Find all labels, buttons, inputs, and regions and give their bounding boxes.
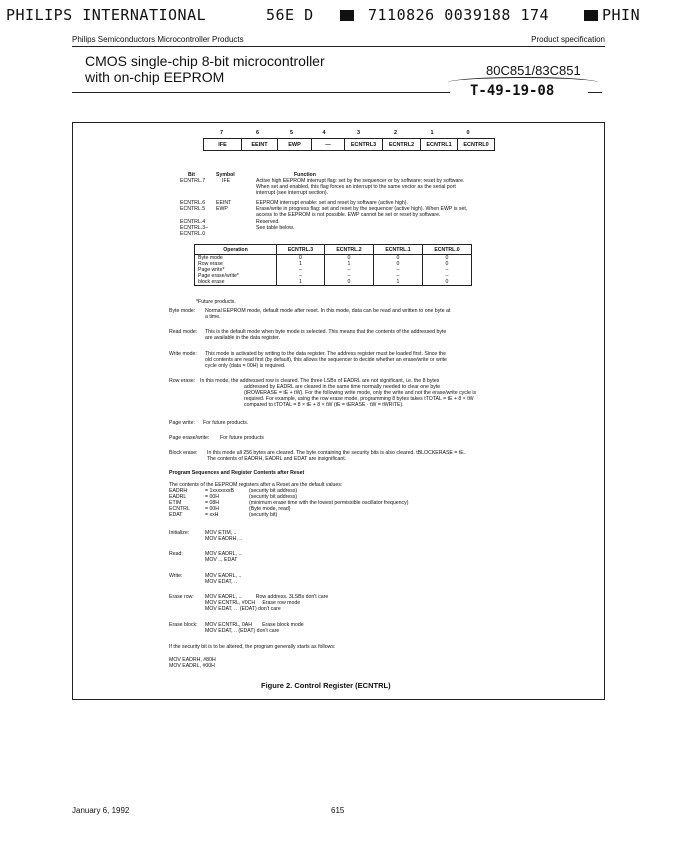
op-value: 0 [396, 261, 400, 267]
seq-label: Read: [169, 551, 183, 557]
scan-code-2: 7110826 0039188 174 [368, 6, 550, 24]
bit-function-line: See table below. [256, 225, 295, 231]
op-value: 0 [445, 261, 449, 267]
footer-date: January 6, 1992 [72, 806, 130, 815]
register-cell: ECNTRL0 [458, 139, 495, 151]
bit-symbol: EWP [216, 206, 228, 212]
op-value: 0 [299, 255, 302, 261]
op-header: Operation [195, 245, 277, 255]
seq-label: Erase block: [169, 622, 198, 628]
bit-number: 2 [393, 130, 398, 136]
reg-name: EDAT [169, 512, 183, 518]
code-sequence [169, 594, 329, 624]
op-value: – [445, 273, 449, 279]
reg-value: = 00H [205, 506, 219, 512]
bit-name: ECNTRL.7 [180, 178, 206, 184]
reg-desc: (security bit address) [249, 488, 298, 494]
register-cell: — [312, 139, 345, 151]
op-name: Page write* [198, 267, 225, 273]
reg-desc: (Byte mode, read) [249, 506, 291, 512]
op-value: 0 [396, 255, 400, 261]
mode-line: old contents are read first (by default), this allows the sequencer to decide whether an erase/write or write [205, 357, 447, 363]
code-line: MOV ECNTRL, #0CH Erase row mode [205, 600, 301, 606]
op-name: block erase [198, 279, 225, 285]
mode-line: For future products. [203, 420, 249, 426]
footnote: *Future products. [196, 299, 236, 305]
mode-line: addressed by EADRL are cleared in the same time normally needed to clear one byte [244, 384, 441, 390]
bit-col-head: Bit [188, 172, 195, 178]
code-line: MOV EADRL, .. Row address. 3LSBs don't care [205, 594, 329, 600]
mode-label: Page write: [169, 420, 195, 426]
register-bit-numbers [203, 130, 486, 136]
mode-line: compared to tTOTAL = 8 × tE + 8 × tW (tE = tERASE · tW = tWRITE). [244, 402, 404, 408]
mode-label: Page erase/write: [169, 435, 210, 441]
register-cell: EWP [278, 139, 312, 151]
symbol-col-head: Symbol [216, 172, 235, 178]
op-value: – [445, 267, 449, 273]
op-value: 1 [299, 261, 302, 267]
mode-line: Normal EEPROM mode, default mode after reset. In this mode, data can be read and written to one byte at [205, 308, 451, 314]
program-heading: Program Sequences and Register Contents after Reset [169, 470, 305, 476]
code-line: MOV EADRH, #80H [169, 657, 216, 663]
header-left: Philips Semiconductors Microcontroller Products [72, 35, 244, 44]
op-value: – [396, 267, 400, 273]
code-line: MOV ECNTRL, 0AH Erase block mode [205, 622, 304, 628]
code-line: MOV EDAT, .. [205, 579, 237, 585]
scan-code-1: 56E D [266, 6, 314, 24]
reg-desc: (security bit address) [249, 494, 298, 500]
page-number: 615 [331, 806, 345, 815]
mode-label: Block erase: [169, 450, 198, 456]
register-cell: IFE [204, 139, 242, 151]
op-header: ECNTRL.2 [325, 245, 374, 255]
op-header: ECNTRL.0 [423, 245, 472, 255]
bit-name: ECNTRL.6 [180, 200, 206, 206]
mode-line: cycle only (data = 00H) is required. [205, 363, 286, 369]
bit-function-line: access to the EEPROM is not possible. EWP cannot be set or reset by software. [256, 212, 441, 218]
bit-number: 6 [255, 130, 260, 136]
op-value: 1 [347, 261, 351, 267]
scan-block-mark-2 [584, 6, 598, 24]
mode-line: The contents of EADRH, EADRL and EDAT are insignificant. [207, 456, 347, 462]
bit-number: 3 [356, 130, 361, 136]
bit-function-line: Active high EEPROM interrupt flag: set by the sequencer or by software; reset by software. [256, 178, 465, 184]
register-cell: ECNTRL1 [421, 139, 458, 151]
mode-line: (tROWERASE = tE + tW). For the following write mode, only the write and not the erase/write cycle is [244, 390, 477, 396]
op-value: 0 [445, 279, 449, 285]
reg-value: = 1xxxxxxxB [205, 488, 234, 494]
code-line: MOV EADRL, #00H [169, 663, 215, 670]
mode-line: required. For example, using the row erase mode, programming 8 bytes takes tTOTAL = tE + 8 × tW [244, 396, 474, 402]
op-values-cell [423, 255, 472, 286]
bit-name: ECNTRL.5 [180, 206, 206, 212]
seq-label: Erase row: [169, 594, 194, 600]
register-cell: ECNTRL3 [345, 139, 383, 151]
title-rule [72, 92, 450, 93]
figure-caption: Figure 2. Control Register (ECNTRL) [261, 681, 391, 690]
seq-label: Initialize: [169, 530, 190, 536]
register-cell: EEINT [242, 139, 278, 151]
catalog-stamp: T-49-19-08 [470, 83, 555, 99]
reg-name: EADRL [169, 494, 187, 500]
bit-name: ECNTRL.0 [180, 231, 206, 237]
seq-label: Write: [169, 573, 183, 579]
header-right: Product specification [531, 35, 605, 44]
op-value: 1 [396, 279, 400, 285]
op-header: ECNTRL.3 [277, 245, 325, 255]
stamp-dash [588, 92, 602, 93]
code-line: MOV EADRL, .. [205, 573, 242, 579]
scan-code-3: PHIN [602, 6, 641, 24]
op-value: 1 [299, 279, 302, 285]
op-value: 0 [347, 279, 351, 285]
code-line: MOV .., EDAT [205, 557, 238, 563]
op-header: ECNTRL.1 [374, 245, 423, 255]
op-name: Page erase/write* [198, 273, 239, 279]
mode-line: This is the default mode when byte mode is selected. This means that the contents of the addressed byte [205, 329, 447, 335]
doc-title-line2: with on-chip EEPROM [85, 69, 225, 85]
doc-title-line1: CMOS single-chip 8-bit microcontroller [85, 53, 325, 69]
bit-symbol: EEINT [216, 200, 232, 206]
bit-number: 4 [322, 130, 326, 136]
scan-block-mark [340, 6, 354, 24]
bit-function-line: EEPROM interrupt enable: set and reset by software (active high). [256, 200, 408, 206]
reg-desc: (security bit) [249, 512, 278, 518]
op-name: Row erase [198, 261, 223, 267]
mode-label: Write mode: [169, 351, 197, 357]
reg-name: EADRH [169, 488, 188, 494]
bit-function-line: When set and enabled, this flag forces an interrupt to the same vector as the serial port [256, 184, 456, 190]
security-code [169, 657, 216, 669]
scan-company: PHILIPS INTERNATIONAL [6, 6, 207, 24]
op-value: 0 [347, 255, 351, 261]
bit-number: 7 [219, 130, 224, 136]
operation-table [194, 244, 472, 286]
mode-line: In this mode, the addressed row is cleared. The three LSBs of EADRL are not significant, i.e. the 8 bytes [200, 378, 440, 384]
code-line: MOV EADRH, .. [205, 536, 243, 542]
op-values-cell [277, 255, 325, 286]
bit-name: ECNTRL.4 [180, 219, 206, 225]
bit-function-line: interrupt (see interrupt section). [256, 190, 329, 196]
mode-label: Byte mode: [169, 308, 196, 314]
function-col-head: Function [294, 172, 316, 178]
program-intro: The contents of the EEPROM registers after a Reset are the default values: [169, 482, 343, 488]
header-rule [72, 46, 605, 47]
op-value: – [299, 273, 302, 279]
bit-number: 5 [289, 130, 294, 136]
op-value: – [347, 267, 351, 273]
code-line: MOV EADRL, .. [205, 551, 242, 557]
op-names-cell [195, 255, 277, 286]
scan-header [6, 6, 670, 28]
op-value: 0 [445, 255, 449, 261]
reg-value: = 08H [205, 500, 219, 506]
register-cell: ECNTRL2 [383, 139, 421, 151]
bit-name: ECNTRL.3– [180, 225, 208, 231]
part-number: 80C851/83C851 [486, 63, 581, 78]
op-value: – [299, 267, 302, 273]
bit-function-line: Reserved. [256, 219, 280, 225]
mode-line: are available in the data register. [205, 335, 280, 341]
mode-label: Row erase: [169, 378, 196, 384]
mode-line: a time. [205, 314, 221, 320]
bit-function-line: Erase/write in progress flag: set and reset by the sequencer (active high). When EWP is set, [256, 206, 468, 212]
mode-line: This mode is activated by writing to the data register. The address register must be loaded first. Since the [205, 351, 446, 357]
reg-value: = 00H [205, 494, 219, 500]
mode-label: Read mode: [169, 329, 198, 335]
code-line: MOV ETIM, .. [205, 530, 237, 536]
op-values-cell [325, 255, 374, 286]
bit-number: 0 [466, 130, 470, 136]
op-name: Byte mode [198, 255, 223, 261]
reg-name: ETIM [169, 500, 182, 506]
bit-symbol: IFE [222, 178, 231, 184]
mode-line: For future products [220, 435, 264, 441]
op-value: – [396, 273, 400, 279]
security-note: If the security bit is to be altered, the program generally starts as follows: [169, 644, 336, 650]
op-value: – [347, 273, 351, 279]
reg-value: = xxH [205, 512, 219, 518]
bit-number: 1 [430, 130, 434, 136]
op-values-cell [374, 255, 423, 286]
register-diagram [203, 138, 495, 151]
mode-line: In this mode all 256 bytes are cleared. The byte containing the security bits is also cleared. tBLOCKERASE = tE. [207, 450, 466, 456]
reg-desc: (minimum erase time with the lowest permissible oscillator frequency) [249, 500, 409, 506]
reg-name: ECNTRL [169, 506, 190, 512]
code-line: MOV EDAT, .. (EDAT) don't care [205, 628, 280, 634]
code-line: MOV EDAT, .. (EDAT) don't care [205, 606, 281, 612]
